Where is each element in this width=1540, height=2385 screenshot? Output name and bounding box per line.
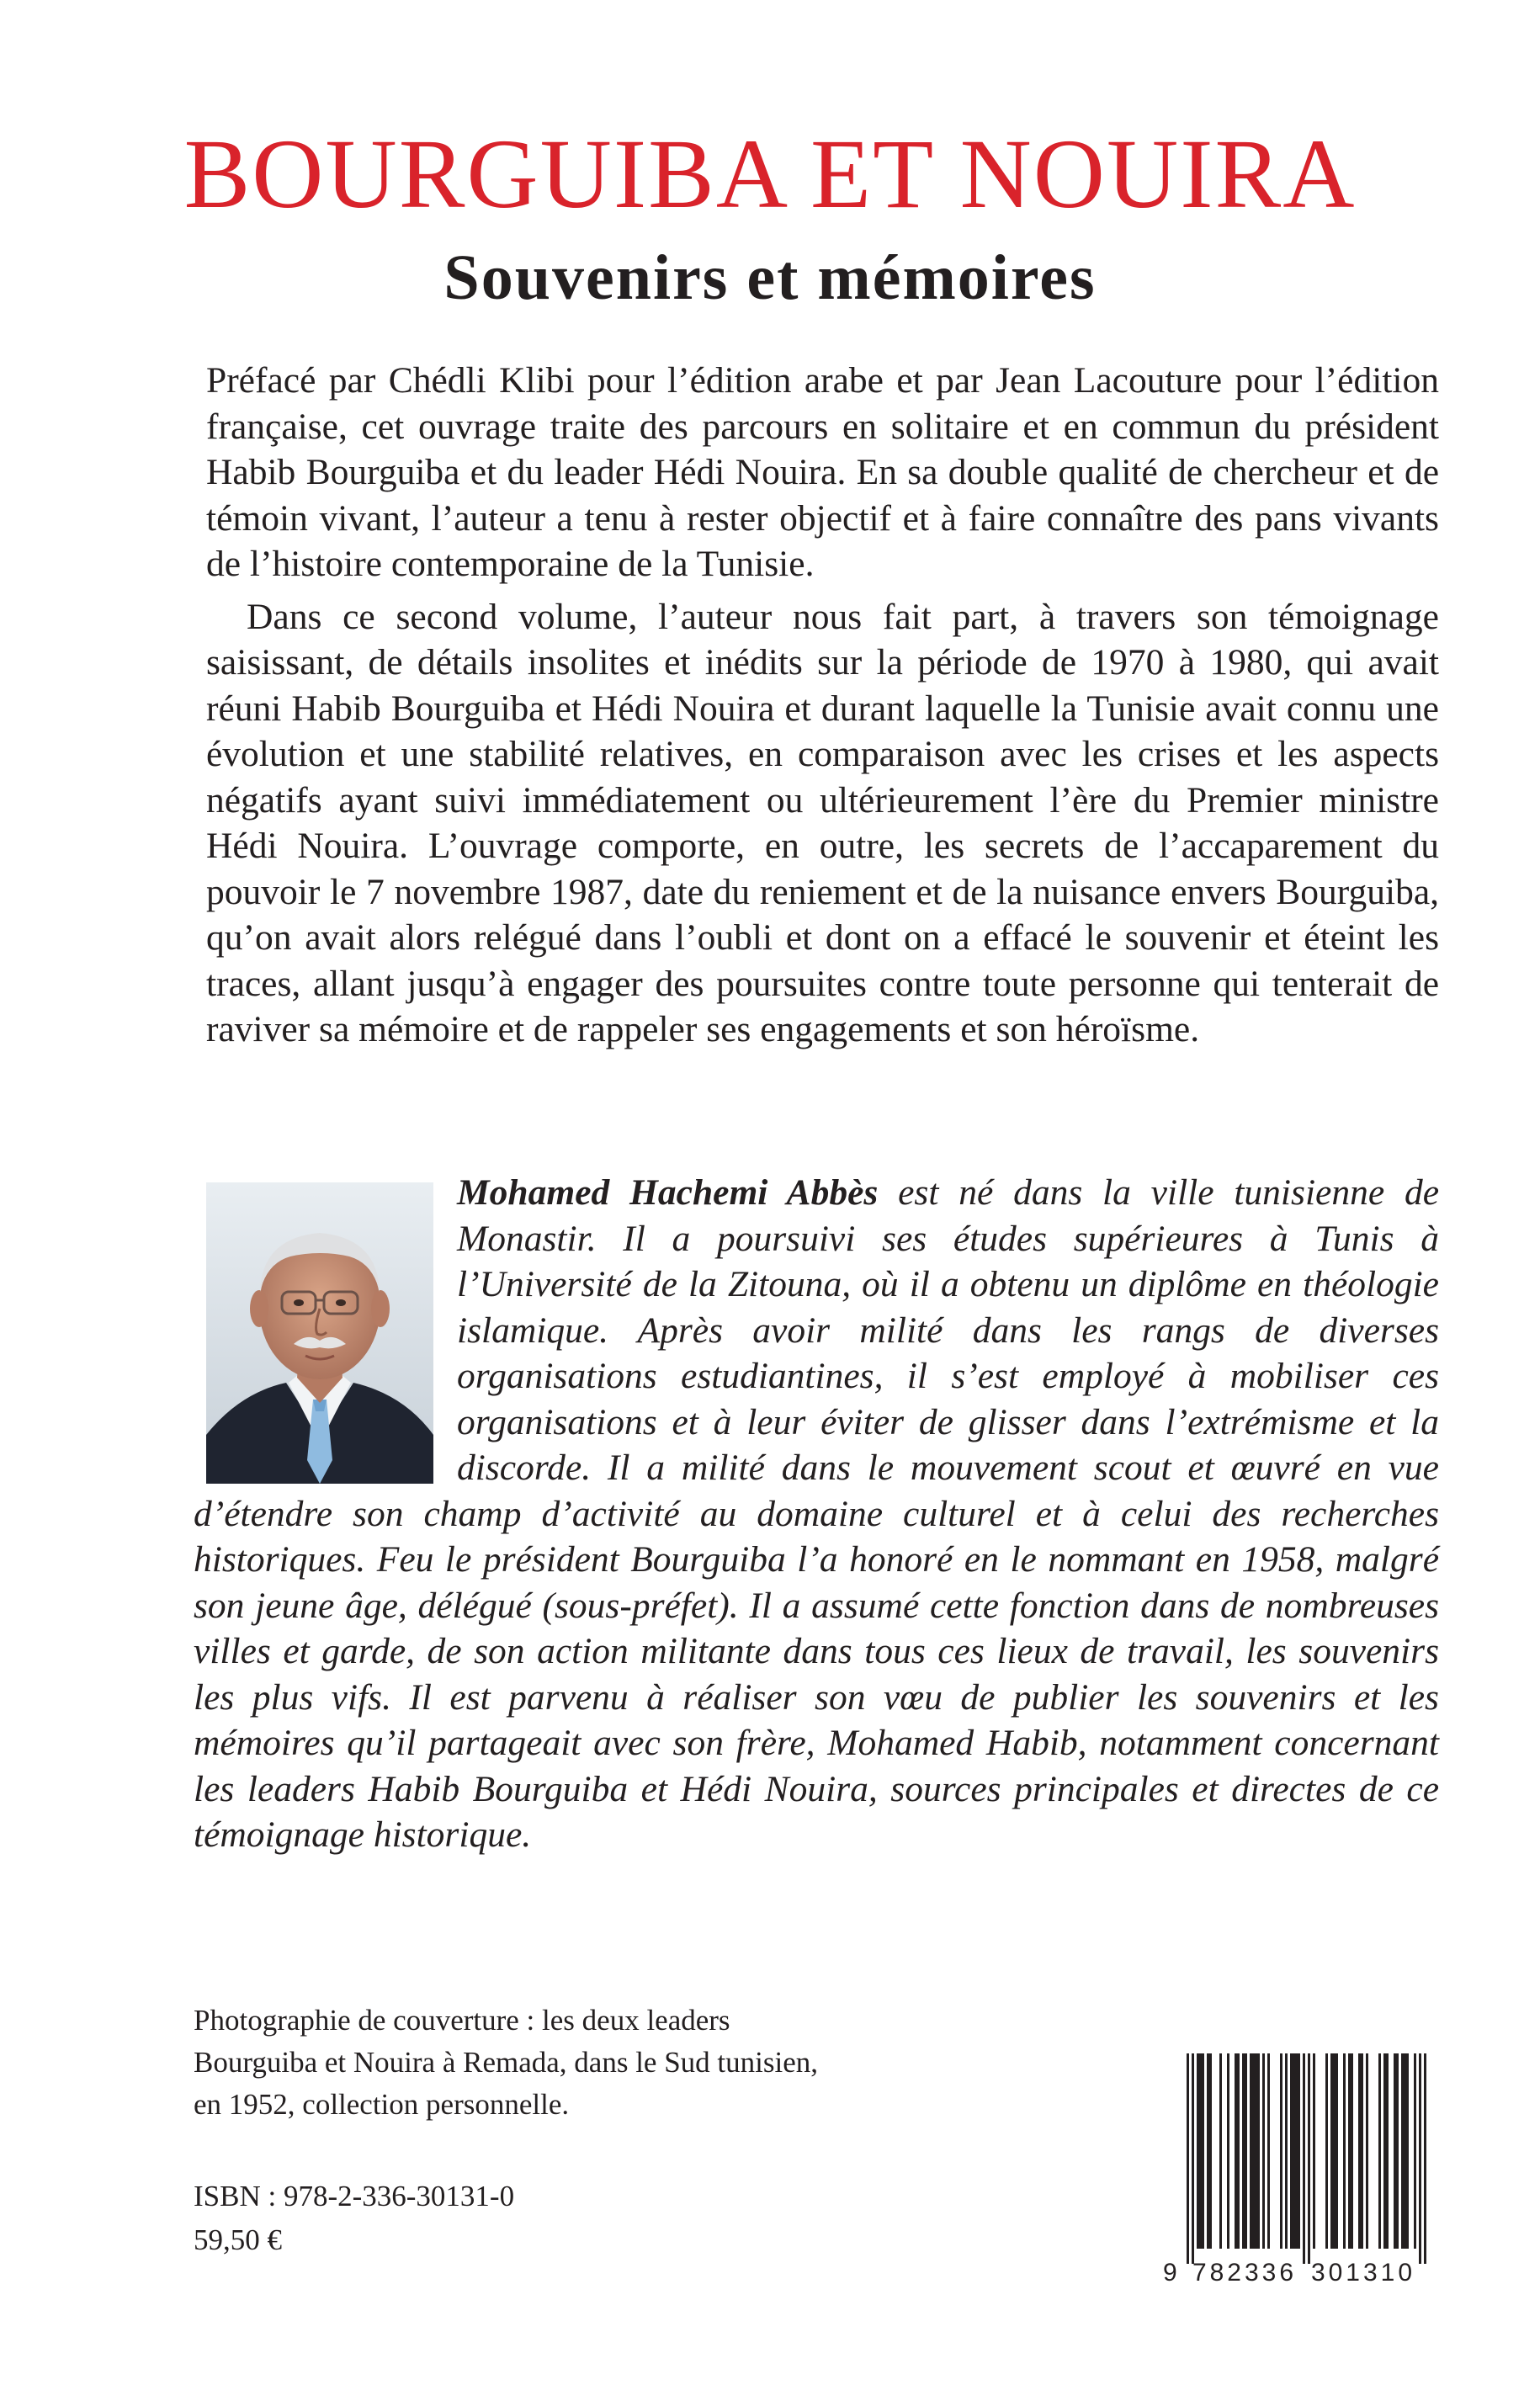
book-summary (206, 358, 1439, 1053)
caption-line-1: Photographie de couverture : les deux leaders (194, 2004, 730, 2037)
barcode-bar (1293, 2053, 1295, 2249)
barcode-bar (1237, 2053, 1240, 2249)
barcode-bar (1245, 2053, 1247, 2249)
barcode-bar (1396, 2053, 1399, 2249)
price: 59,50 € (194, 2223, 282, 2256)
barcode-bar (1348, 2053, 1351, 2249)
barcode-bar (1303, 2053, 1305, 2264)
barcode-bar (1199, 2053, 1202, 2249)
barcode-bar (1187, 2053, 1189, 2264)
barcode-bar (1209, 2053, 1212, 2249)
barcode-bar (1197, 2053, 1199, 2249)
barcode-bar (1424, 2053, 1426, 2264)
barcode-bar (1235, 2053, 1237, 2249)
caption-line-3: en 1952, collection personnelle. (194, 2088, 570, 2121)
barcode-bar (1351, 2053, 1353, 2249)
book-title: BOURGUIBA ET NOUIRA (183, 119, 1357, 229)
caption-line-2: Bourguiba et Nouira à Remada, dans le Sud tunisien, (194, 2046, 818, 2079)
barcode-bar (1255, 2053, 1257, 2249)
barcode-bar (1406, 2053, 1409, 2249)
barcode-bar (1202, 2053, 1204, 2249)
barcode-bar (1333, 2053, 1336, 2249)
barcode-bar (1394, 2053, 1396, 2249)
summary-paragraph-1: Préfacé par Chédli Klibi pour l’édition arabe et par Jean Lacouture pour l’édition française, cet ouvrage traite des parcours en solitaire et en commun du président Habib Bourguiba et du leader Hédi Nouira. En sa double qualité de chercheur et de témoin vivant, l’auteur a tenu à rester objectif et à faire connaître des pans vivants de l’histoire contemporaine de la Tunisie. (206, 360, 1439, 584)
barcode-bar (1401, 2053, 1404, 2249)
author-portrait-image (206, 1182, 433, 1484)
barcode-bar (1419, 2053, 1421, 2264)
book-subtitle: Souvenirs et mémoires (443, 242, 1097, 313)
barcode-left-digits: 782336 (1192, 2259, 1298, 2287)
barcode-bar (1262, 2053, 1265, 2249)
barcode-bar (1366, 2053, 1368, 2249)
barcode-bar (1250, 2053, 1252, 2249)
cover-photo-caption (194, 2000, 951, 2126)
barcode-bar (1219, 2053, 1222, 2249)
barcode-bar (1336, 2053, 1338, 2249)
barcode-bar (1330, 2053, 1333, 2249)
barcode-bar (1280, 2053, 1282, 2249)
barcode-bar (1308, 2053, 1310, 2264)
barcode-bar (1325, 2053, 1328, 2249)
barcode-bar (1386, 2053, 1389, 2249)
barcode-bar (1285, 2053, 1288, 2249)
barcode-bar (1227, 2053, 1229, 2249)
barcode-bar (1358, 2053, 1361, 2249)
barcode-bar (1192, 2053, 1194, 2264)
author-biography (194, 1170, 1439, 1858)
barcode-bar (1313, 2053, 1315, 2249)
barcode-bar (1361, 2053, 1363, 2249)
barcode-bar (1267, 2053, 1270, 2249)
barcode-bar (1295, 2053, 1298, 2249)
barcode-bar (1257, 2053, 1260, 2249)
summary-paragraph-2: Dans ce second volume, l’auteur nous fait part, à travers son témoignage saisissant, de détails insolites et inédits sur la période de 1970 à 1980, qui avait réuni Habib Bourguiba et Hédi Nouira et durant laquelle la Tunisie avait connu une évolution et une stabilité relatives, en comparaison avec les crises et les aspects négatifs ayant suivi immédiatement ou ultérieurement l’ère du Premier ministre Hédi Nouira. L’ouvrage comporte, en outre, les secrets de l’accaparement du pouvoir le 7 novembre 1987, date du reniement et de la nuisance envers Bourguiba, qu’on avait alors relégué dans l’oubli et dont on a effacé le souvenir et éteint les traces, allant jusqu’à engager des poursuites contre toute personne qui tenterait de raviver sa mémoire et de rappeler ses engagements et son héroïsme. (206, 596, 1439, 1049)
barcode-bar (1404, 2053, 1406, 2249)
author-name: Mohamed Hachemi Abbès (457, 1172, 879, 1213)
barcode-bar (1383, 2053, 1386, 2249)
barcode-bar (1252, 2053, 1255, 2249)
author-photo (206, 1182, 433, 1484)
author-bio-text: est né dans la ville tunisienne de Monastir. Il a poursuivi ses études supérieures à Tunis à l’Université de la Zitouna, où il a obtenu un diplôme en théologie islamique. Après avoir milité dans les rangs de diverses organisations estudiantines, il s’est employé à mobiliser ces organisations et à leur éviter de glisser dans l’extrémisme et la discorde. Il a milité dans le mouvement scout et œuvré en vue d’étendre son champ d’activité au domaine culturel et à celui des recherches historiques. Feu le président Bourguiba l’a honoré en le nommant en 1958, malgré son jeune âge, délégué (sous-préfet). Il a assumé cette fonction dans de nombreuses villes et garde, de son action militante dans tous ces lieux de travail, les souvenirs les plus vifs. Il est parvenu à réaliser son vœu de publier les souvenirs et les mémoires qu’il partageait avec son frère, Mohamed Habib, notamment concernant les leaders Habib Bourguiba et Hédi Nouira, sources principales et directes de ce témoignage historique. (194, 1172, 1440, 1855)
barcode-bar (1298, 2053, 1300, 2249)
barcode-bar (1290, 2053, 1293, 2249)
barcode-bar (1343, 2053, 1346, 2249)
barcode-bar (1207, 2053, 1209, 2249)
barcode-bar (1414, 2053, 1416, 2249)
barcode-image (1158, 2048, 1436, 2287)
barcode (1158, 2048, 1436, 2287)
barcode-right-digits: 301310 (1310, 2259, 1416, 2287)
barcode-first-digit: 9 (1163, 2259, 1177, 2287)
barcode-bars (1187, 2053, 1426, 2264)
isbn: ISBN : 978-2-336-30131-0 (194, 2180, 515, 2212)
barcode-bar (1378, 2053, 1381, 2249)
barcode-bar (1242, 2053, 1245, 2249)
